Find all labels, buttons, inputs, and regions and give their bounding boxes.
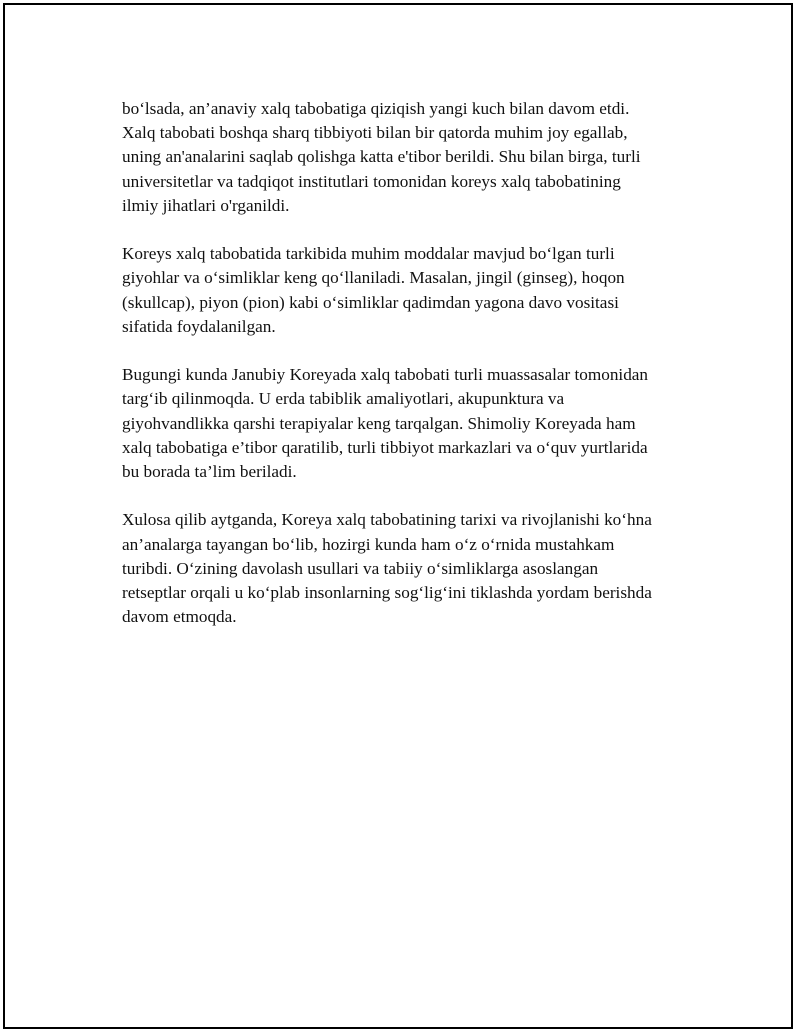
text-line: davom etmoqda. (122, 607, 237, 627)
paragraph-1 (122, 97, 704, 218)
text-line: Xalq tabobati boshqa sharq tibbiyoti bilan bir qatorda muhim joy egallab, (122, 123, 628, 143)
text-line: Bugungi kunda Janubiy Koreyada xalq tabobati turli muassasalar tomonidan (122, 365, 649, 385)
paragraph-2 (122, 242, 704, 339)
text-line: universitetlar va tadqiqot institutlari tomonidan koreys xalq tabobatining (122, 171, 621, 191)
text-line: giyohlar va o‘simliklar keng qo‘llaniladi. Masalan, jingil (ginseg), hoqon (122, 268, 625, 288)
text-line: retseptlar orqali u ko‘plab insonlarning sog‘lig‘ini tiklashda yordam berishda (122, 583, 652, 603)
text-line: (skullcap), piyon (pion) kabi o‘simliklar qadimdan yagona davo vositasi (122, 292, 619, 312)
text-line: Koreys xalq tabobatida tarkibida muhim moddalar mavjud bo‘lgan turli (122, 244, 615, 264)
document-body (122, 97, 704, 654)
text-line: xalq tabobatiga e’tibor qaratilib, turli tibbiyot markazlari va o‘quv yurtlarida (122, 437, 648, 457)
text-line: ilmiy jihatlari o'rganildi. (122, 195, 290, 215)
text-line: Xulosa qilib aytganda, Koreya xalq tabobatining tarixi va rivojlanishi ko‘hna (122, 510, 652, 530)
text-line: sifatida foydalanilgan. (122, 316, 276, 336)
text-line: bu borada ta’lim beriladi. (122, 462, 297, 482)
paragraph-3 (122, 363, 704, 484)
document-page (3, 3, 793, 1029)
text-line: uning an'analarini saqlab qolishga katta e'tibor berildi. Shu bilan birga, turli (122, 147, 641, 167)
text-line: giyohvandlikka qarshi terapiyalar keng tarqalgan. Shimoliy Koreyada ham (122, 413, 636, 433)
text-line: turibdi. O‘zining davolash usullari va tabiiy o‘simliklarga asoslangan (122, 558, 599, 578)
paragraph-4 (122, 508, 704, 629)
text-line: an’analarga tayangan bo‘lib, hozirgi kunda ham o‘z o‘rnida mustahkam (122, 534, 615, 554)
text-line: bo‘lsada, an’anaviy xalq tabobatiga qiziqish yangi kuch bilan davom etdi. (122, 99, 630, 118)
text-line: targ‘ib qilinmoqda. U erda tabiblik amaliyotlari, akupunktura va (122, 389, 565, 409)
